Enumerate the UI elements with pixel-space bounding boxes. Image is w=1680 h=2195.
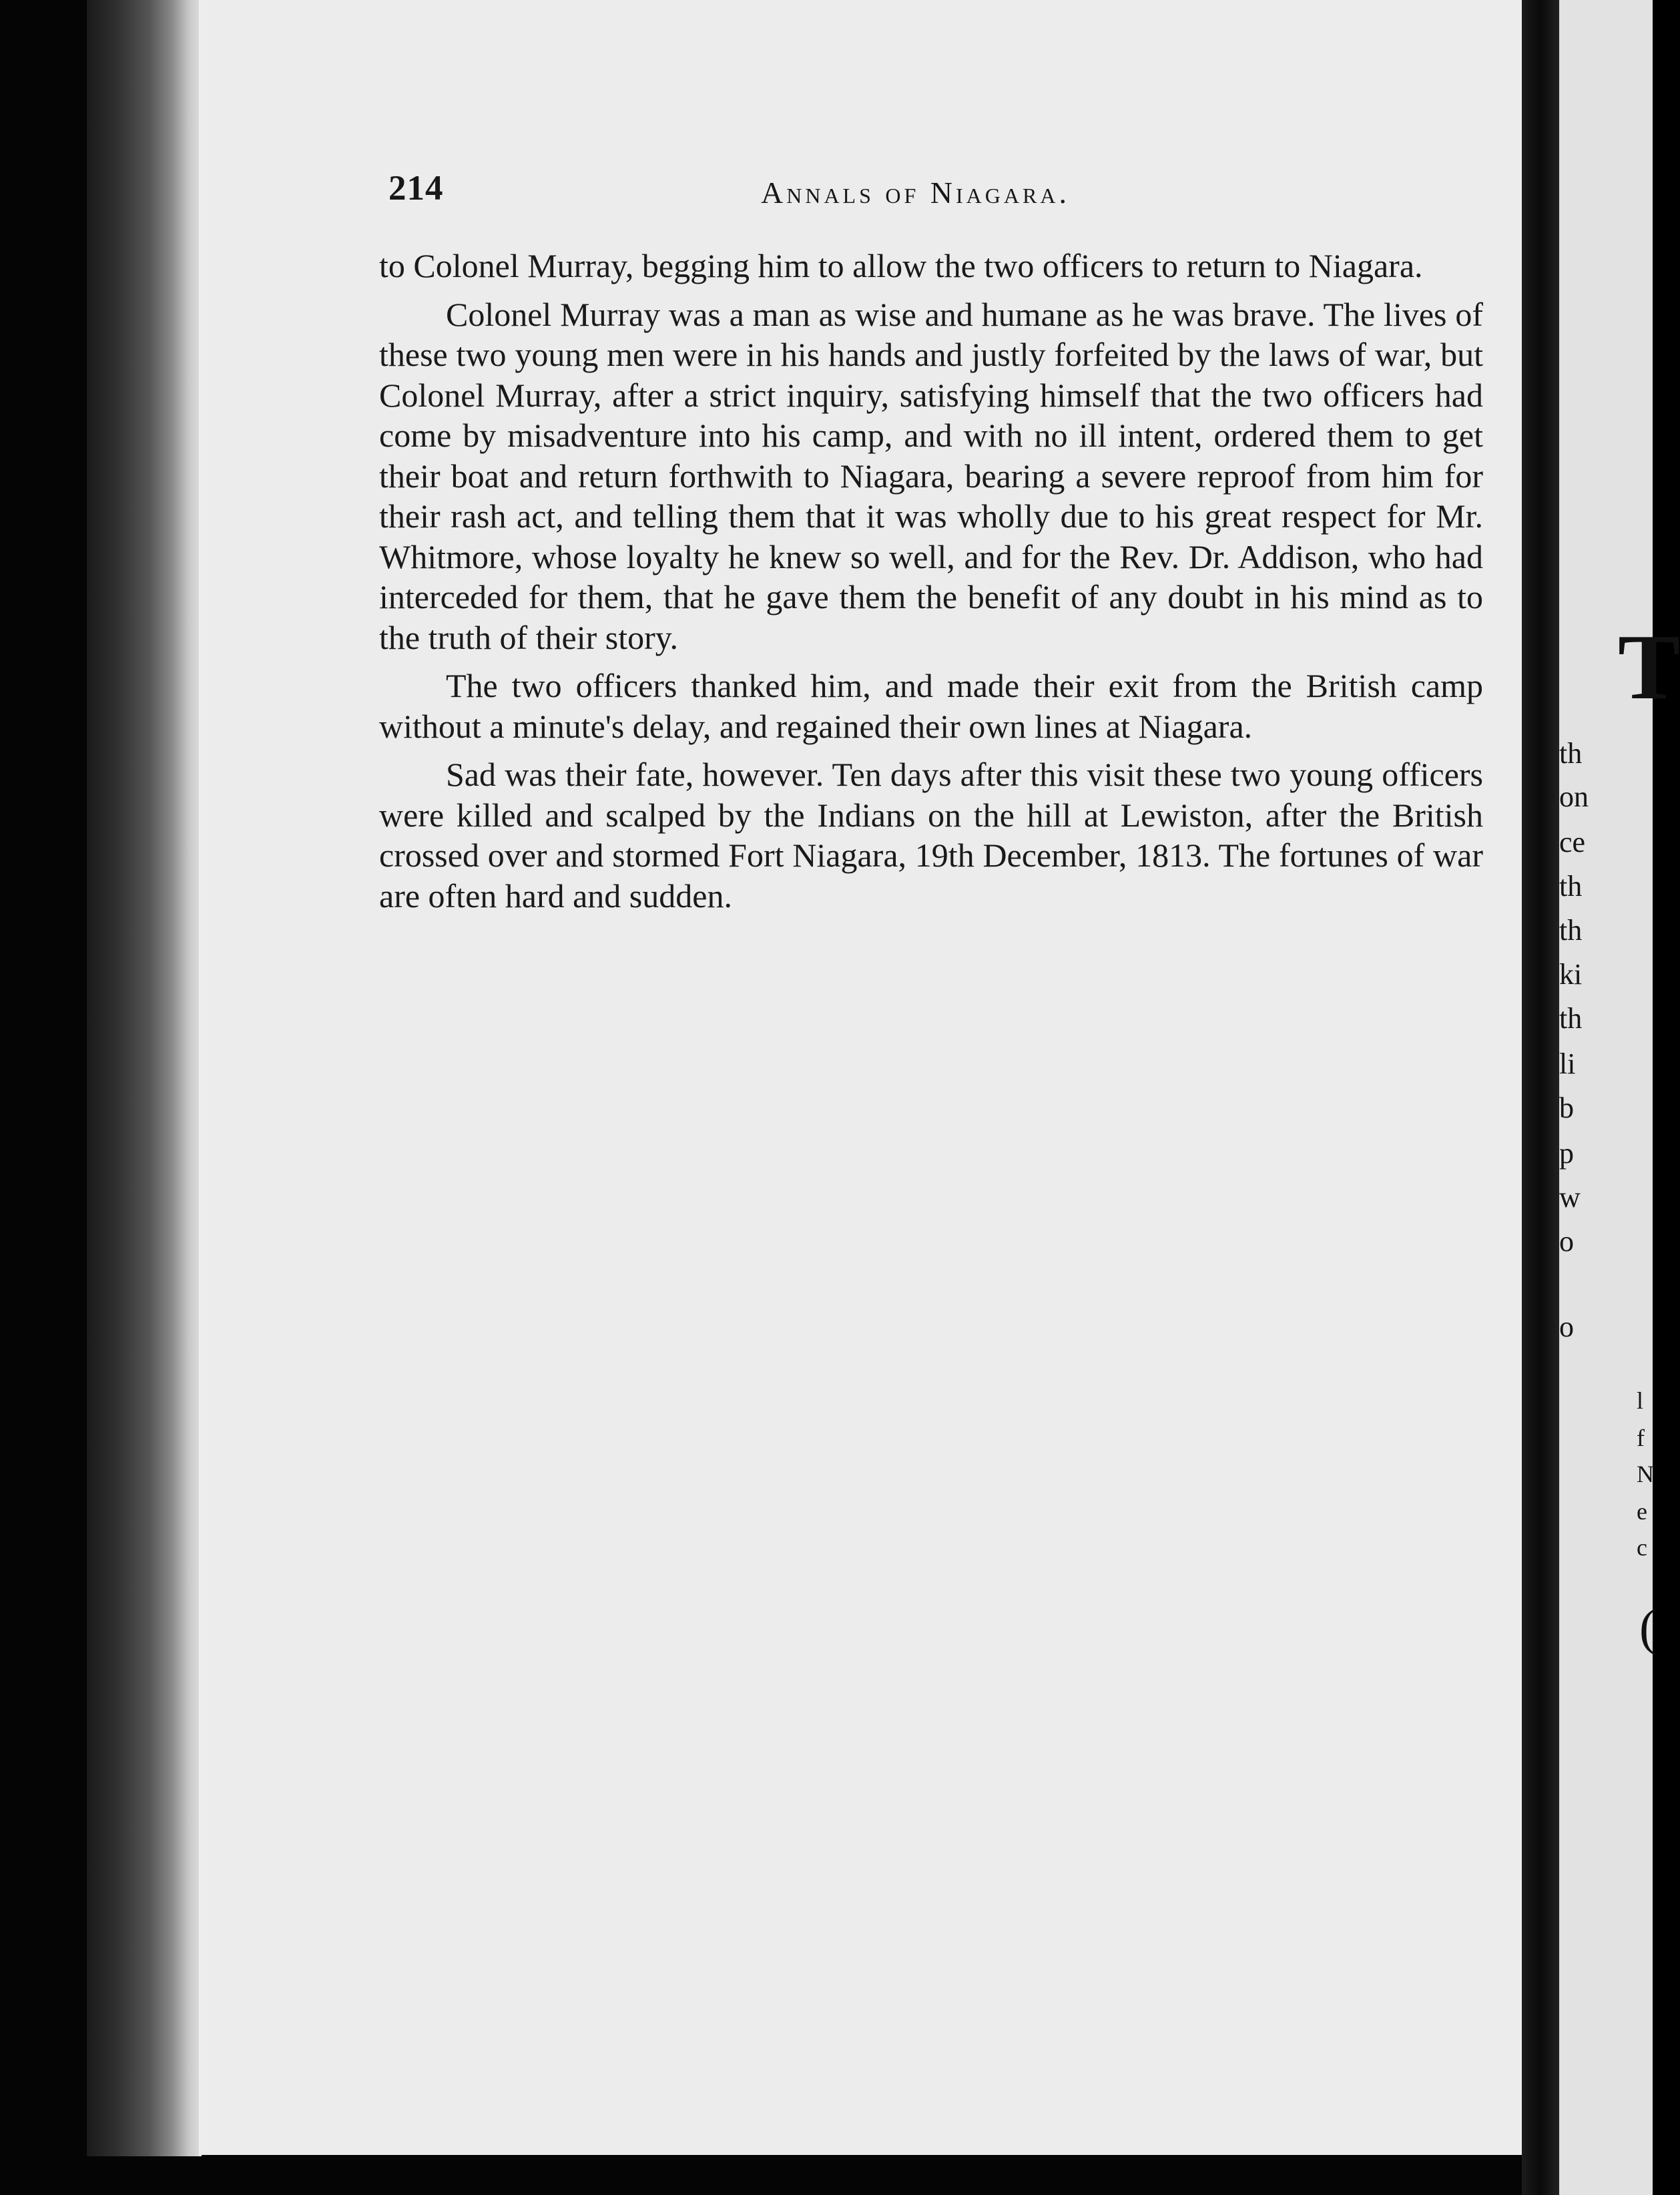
paragraph: Sad was their fate, however. Ten days after this visit these two young officers were killed and scalped by the Indians on the hill at Lewiston, after the British crossed over and stormed Fort Niagara, 19th December, 1813. The fortunes of war are often hard and sudden.	[379, 756, 1483, 915]
facing-line-start: th	[1559, 870, 1583, 903]
facing-line-start: p	[1559, 1137, 1574, 1170]
facing-line-start: li	[1559, 1047, 1576, 1080]
facing-line-start: ki	[1559, 958, 1583, 991]
facing-page	[1559, 0, 1680, 2195]
facing-line-start: th	[1559, 737, 1583, 770]
facing-line-start: N	[1637, 1461, 1654, 1487]
running-head: Annals of Niagara.	[761, 176, 1070, 210]
facing-line-start: e	[1637, 1498, 1647, 1525]
paragraph: Colonel Murray was a man as wise and humane as he was brave. The lives of these two young men were in his hands and justly forfeited by the laws of war, but Colonel Murray, after a strict inquiry, satisfying himself that the two officers had come by misadventure into his camp, and with no ill intent, ordered them to get their boat and return forthwith to Niagara, bearing a severe reproof from him for their rash act, and telling them that it was wholly due to his great respect for Mr. Whitmore, whose loyalty he knew so well, and for the Rev. Dr. Addison, who had interceded for them, that he gave them the benefit of any doubt in his mind as to the truth of their story.	[379, 295, 1483, 656]
facing-line-start: on	[1559, 780, 1589, 813]
facing-large-initial: T	[1618, 616, 1680, 719]
page-number: 214	[388, 169, 444, 208]
facing-paren: (	[1639, 1600, 1657, 1656]
facing-line-start: c	[1637, 1534, 1647, 1561]
facing-line-start: b	[1559, 1091, 1574, 1124]
facing-line-start: ce	[1559, 826, 1586, 859]
page-fold	[1522, 0, 1559, 2195]
facing-line-start: w	[1559, 1181, 1581, 1214]
body-text	[379, 246, 1483, 924]
facing-line-start: o	[1559, 1225, 1574, 1258]
paragraph: The two officers thanked him, and made their exit from the British camp without a minute's delay, and regained their own lines at Niagara.	[379, 667, 1483, 745]
binding-gutter	[87, 0, 200, 2156]
facing-line-start: f	[1637, 1425, 1645, 1451]
facing-line-start: th	[1559, 914, 1583, 947]
paragraph: to Colonel Murray, begging him to allow the two officers to return to Niagara.	[379, 247, 1423, 284]
facing-line-start: l	[1637, 1387, 1644, 1414]
facing-line-start: o	[1559, 1310, 1574, 1343]
facing-line-start: th	[1559, 1002, 1583, 1035]
